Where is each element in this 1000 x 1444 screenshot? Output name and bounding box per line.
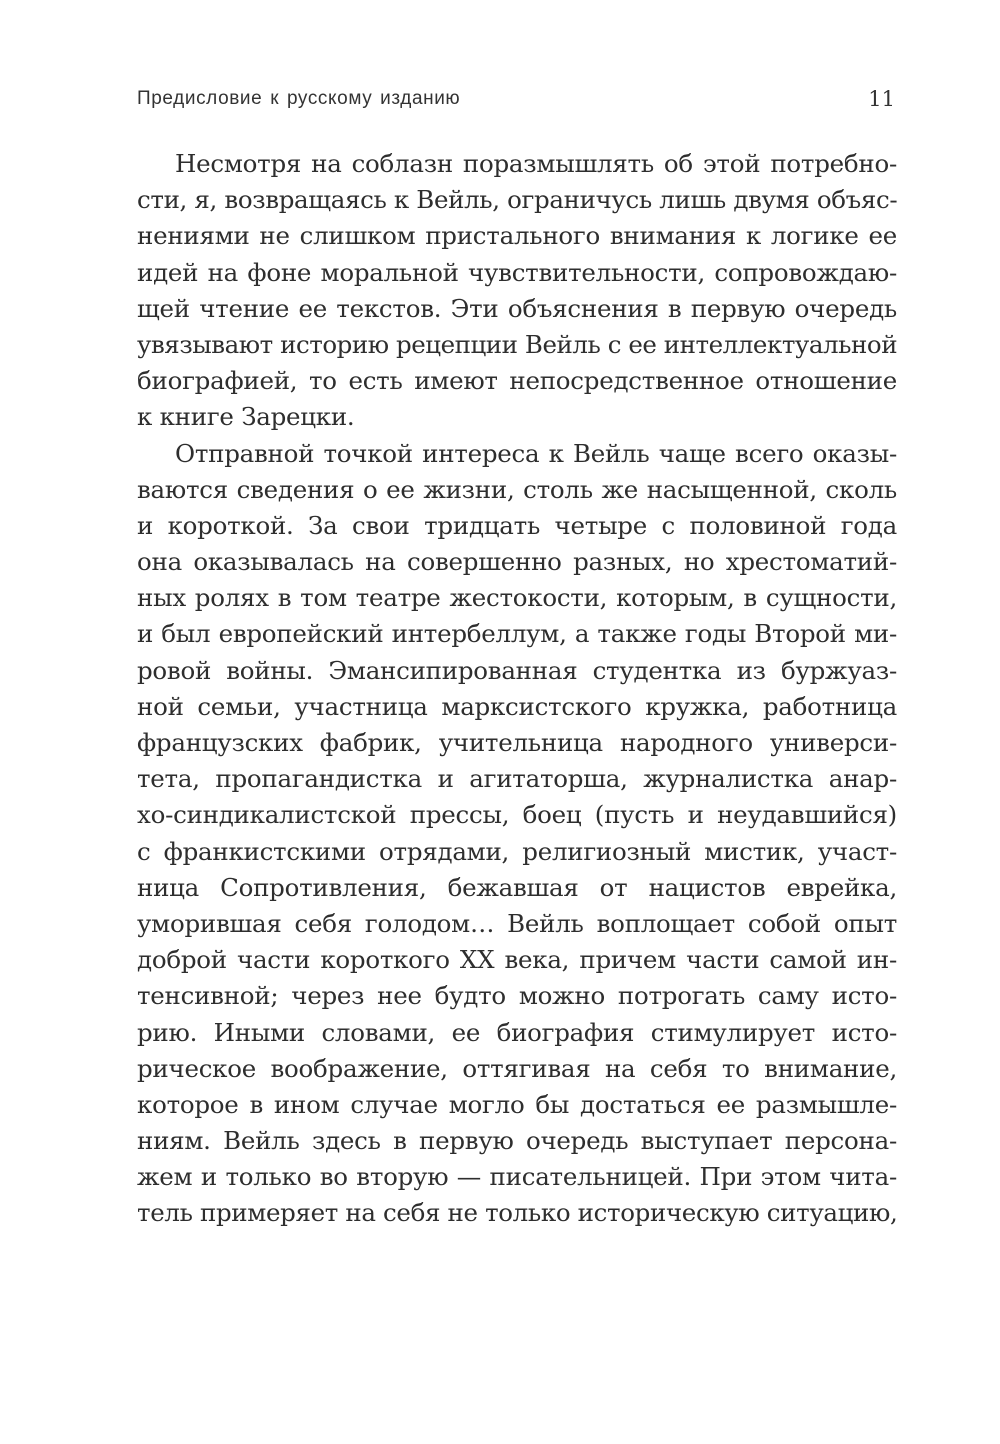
paragraph-2-line-10: тета, пропагандистка и агитаторша, журналистка анар- bbox=[137, 764, 897, 794]
paragraph-2-line-9: французских фабрик, учительница народного универси- bbox=[137, 728, 897, 757]
paragraph-2-line-3: и короткой. За свои тридцать четыре с половиной года bbox=[137, 510, 897, 540]
paragraph-1-line-1: Несмотря на соблазн поразмышлять об этой потребно- bbox=[175, 149, 897, 178]
paragraph-1-line-8: к книге Зарецки. bbox=[137, 402, 355, 432]
paragraph-2-line-4: она оказывалась на совершенно разных, но хрестоматий- bbox=[137, 547, 897, 577]
paragraph-2-line-20: ниям. Вейль здесь в первую очередь выступает персона- bbox=[137, 1126, 897, 1156]
paragraph-2-line-12: с франкистскими отрядами, религиозный мистик, участ- bbox=[137, 836, 897, 866]
paragraph-1-line-5: щей чтение ее текстов. Эти объяснения в первую очередь bbox=[137, 293, 897, 323]
paragraph-2-line-21: жем и только во вторую — писательницей. При этом чита- bbox=[137, 1162, 897, 1192]
paragraph-1 bbox=[137, 146, 897, 436]
paragraph-2-line-13: ница Сопротивления, бежавшая от нацистов еврейка, bbox=[137, 872, 897, 902]
paragraph-2-line-22: тель примеряет на себя не только историческую ситуацию, bbox=[137, 1198, 898, 1228]
paragraph-2 bbox=[137, 436, 897, 1232]
paragraph-1-line-2: сти, я, возвращаясь к Вейль, ограничусь лишь двумя объяс- bbox=[137, 185, 898, 215]
paragraph-1-line-6: увязывают историю рецепции Вейль с ее интеллектуальной bbox=[137, 329, 898, 359]
paragraph-2-line-7: ровой войны. Эмансипированная студентка из буржуаз- bbox=[137, 655, 897, 685]
paragraph-2-line-15: доброй части короткого XX века, причем части самой ин- bbox=[137, 945, 897, 975]
paragraph-2-line-2: ваются сведения о ее жизни, столь же насыщенной, сколь bbox=[137, 474, 897, 504]
running-title: Предисловие к русскому изданию bbox=[137, 88, 461, 109]
paragraph-1-line-7: биографией, то есть имеют непосредственное отношение bbox=[137, 366, 897, 396]
paragraph-2-line-11: хо-синдикалистской прессы, боец (пусть и неудавшийся) bbox=[137, 800, 897, 830]
paragraph-2-line-1: Отправной точкой интереса к Вейль чаще всего оказы- bbox=[175, 438, 897, 468]
paragraph-2-line-16: тенсивной; через нее будто можно потрогать саму исто- bbox=[137, 981, 897, 1011]
running-head bbox=[137, 84, 897, 114]
body-text bbox=[137, 146, 897, 1232]
paragraph-2-line-5: ных ролях в том театре жестокости, которым, в сущности, bbox=[137, 583, 897, 613]
paragraph-2-line-14: уморившая себя голодом… Вейль воплощает собой опыт bbox=[137, 908, 897, 938]
paragraph-2-line-17: рию. Иными словами, ее биография стимулирует исто- bbox=[137, 1017, 897, 1047]
paragraph-2-line-6: и был европейский интербеллум, а также годы Второй ми- bbox=[137, 619, 897, 649]
page-number: 11 bbox=[868, 87, 895, 111]
paragraph-2-line-18: рическое воображение, оттягивая на себя то внимание, bbox=[137, 1053, 897, 1083]
paragraph-1-line-4: идей на фоне моральной чувствительности, сопровождаю- bbox=[137, 257, 897, 287]
paragraph-2-line-8: ной семьи, участница марксистского кружка, работница bbox=[137, 691, 897, 721]
paragraph-1-line-3: нениями не слишком пристального внимания к логике ее bbox=[137, 221, 897, 251]
paragraph-2-line-19: которое в ином случае могло бы достаться ее размышле- bbox=[137, 1089, 897, 1119]
